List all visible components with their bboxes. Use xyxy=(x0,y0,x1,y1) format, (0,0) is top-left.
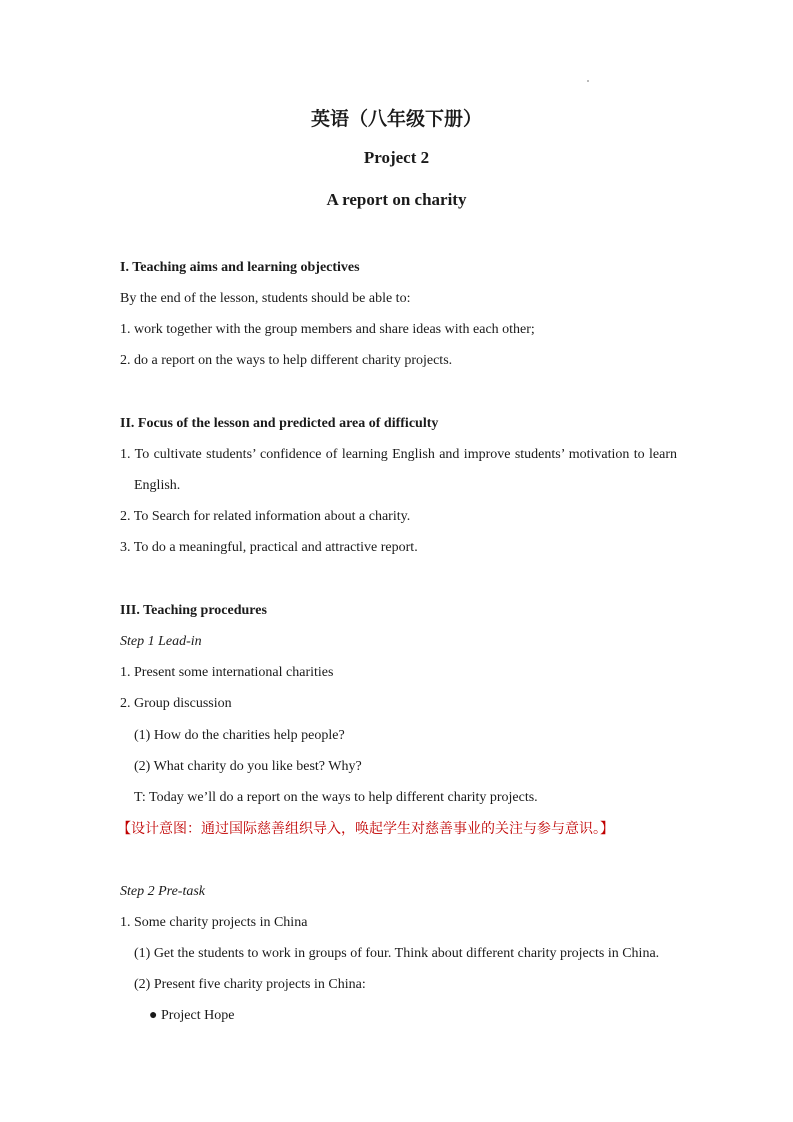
step1-question-1: (1) How do the charities help people? xyxy=(134,728,345,743)
step2-bullet-1: ● Project Hope xyxy=(149,1008,235,1023)
section2-item-1-line-1: 1. To cultivate students’ confidence of learning English and improve students’ motivation to learn xyxy=(120,447,677,462)
step2-title: Step 2 Pre-task xyxy=(120,884,206,899)
section1-item-2: 2. do a report on the ways to help different charity projects. xyxy=(120,353,453,368)
document-title-chinese: 英语（八年级下册） xyxy=(310,108,482,130)
section2-item-1-line-2: English. xyxy=(134,478,181,493)
section1-heading: I. Teaching aims and learning objectives xyxy=(120,260,360,275)
step2-sub-1: (1) Get the students to work in groups of four. Think about different charity projects in China. xyxy=(134,946,660,961)
step1-item-2: 2. Group discussion xyxy=(120,696,232,711)
section1-intro: By the end of the lesson, students should be able to: xyxy=(120,291,411,306)
step2-item-1: 1. Some charity projects in China xyxy=(120,915,308,930)
step1-teacher-line: T: Today we’ll do a report on the ways to help different charity projects. xyxy=(134,790,538,805)
page-speck xyxy=(587,80,589,82)
step2-sub-2: (2) Present five charity projects in China: xyxy=(134,977,366,992)
section2-item-2: 2. To Search for related information about a charity. xyxy=(120,509,411,524)
section3-heading: III. Teaching procedures xyxy=(120,603,267,618)
step1-question-2: (2) What charity do you like best? Why? xyxy=(134,759,362,774)
section2-item-3: 3. To do a meaningful, practical and attractive report. xyxy=(120,540,418,555)
step1-design-note: 【设计意图：通过国际慈善组织导入，唤起学生对慈善事业的关注与参与意识。】 xyxy=(117,821,614,837)
section2-heading: II. Focus of the lesson and predicted area of difficulty xyxy=(120,416,439,431)
step1-title: Step 1 Lead-in xyxy=(120,634,202,649)
document-subtitle: A report on charity xyxy=(326,190,467,209)
section1-item-1: 1. work together with the group members and share ideas with each other; xyxy=(120,322,535,337)
step1-item-1: 1. Present some international charities xyxy=(120,665,334,680)
document-project-title: Project 2 xyxy=(363,148,430,167)
